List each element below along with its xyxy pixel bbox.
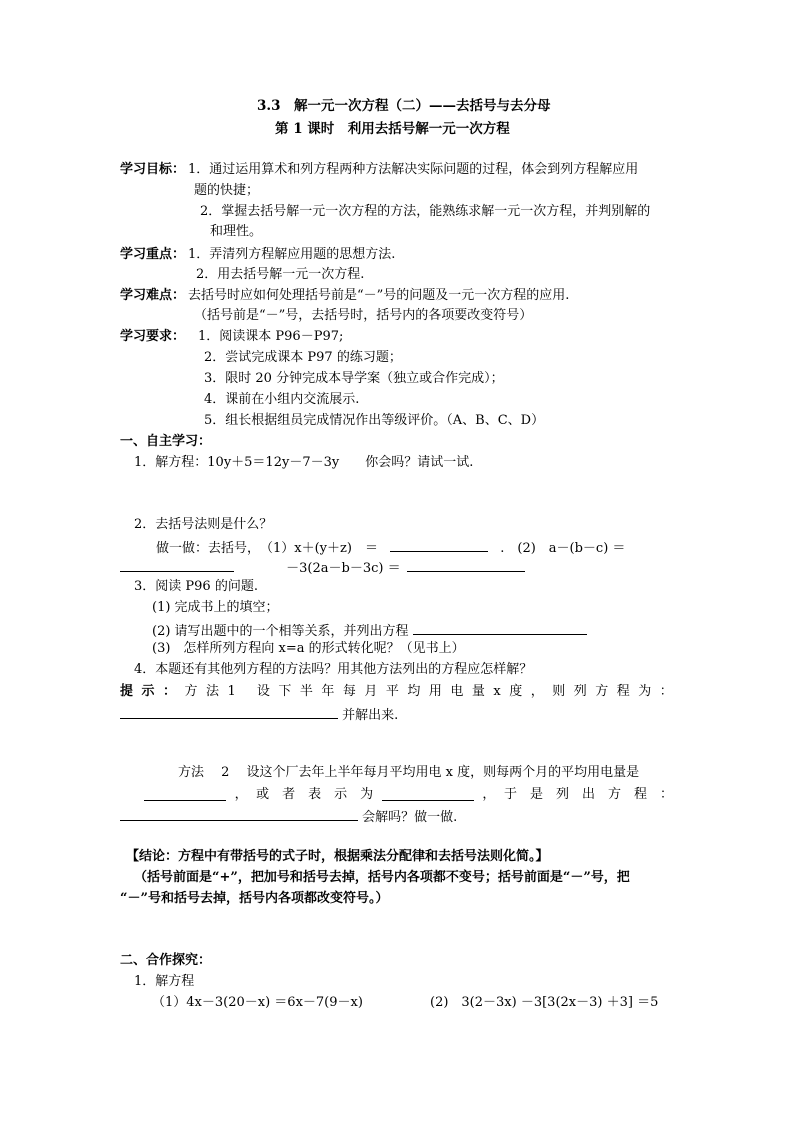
section2-question-1: 1．解方程 bbox=[134, 974, 195, 989]
method2-then: 于 是 列 出 方 程 ： bbox=[503, 787, 673, 802]
question-2a-prefix: 做一做：去括号， （1）x＋(y＋z) ＝ bbox=[156, 541, 378, 556]
hint-char bbox=[244, 683, 248, 701]
keys-line-2: 2．用去括号解一元一次方程. bbox=[196, 267, 365, 282]
goals-line-1: 1．通过运用算术和列方程两种方法解决实际问题的过程，体会到列方程解应用 bbox=[188, 162, 639, 177]
hint-char: 半 bbox=[299, 684, 313, 699]
requirement-item: 4．课前在小组内交流展示. bbox=[204, 392, 360, 407]
goals-label: 学习目标： bbox=[120, 162, 186, 177]
method2-comma: ， bbox=[482, 787, 496, 802]
method2-or: 或 者 表 示 为 bbox=[256, 787, 374, 802]
method2-line-3 bbox=[120, 806, 457, 827]
hint-char: 设 bbox=[256, 684, 270, 699]
section1-question-1: 1．解方程：10y＋5＝12y－7－3y 你会吗？请试一试. bbox=[134, 455, 474, 470]
section1-question-2b bbox=[120, 557, 525, 578]
document-subtitle: 第 1 课时 利用去括号解一元一次方程 bbox=[275, 121, 510, 137]
requirement-item: 2．尝试完成课本 P97 的练习题； bbox=[204, 350, 402, 365]
section1-question-2: 2．去括号法则是什么？ bbox=[134, 517, 273, 532]
document-title: 3.3 解一元一次方程（二）——去括号与去分母 bbox=[257, 98, 551, 114]
hint-char: 方 bbox=[184, 684, 198, 699]
difficult-label: 学习难点： bbox=[120, 288, 186, 303]
answer-blank[interactable] bbox=[390, 537, 488, 552]
section1-question-3-3: (3) 怎样所列方程向 x=a 的形式转化呢？（见书上） bbox=[152, 641, 465, 656]
answer-blank[interactable] bbox=[407, 557, 525, 572]
difficult-line-2: （括号前是“－”号，去括号时，括号内的各项要改变符号） bbox=[194, 308, 533, 323]
requirement-item: 1．阅读课本 P96－P97; bbox=[198, 329, 344, 344]
method2-line-2 bbox=[144, 786, 673, 804]
hint-char: 度 bbox=[509, 684, 523, 699]
keys-label: 学习重点： bbox=[120, 247, 186, 262]
hint-char: 列 bbox=[573, 684, 587, 699]
question-3-2-text: (2) 请写出题中的一个相等关系，并列出方程 bbox=[152, 624, 409, 639]
hint-char: 示 bbox=[141, 684, 155, 699]
hint-char: x bbox=[493, 684, 501, 699]
hint-char: 均 bbox=[407, 684, 421, 699]
section1-question-3-1: (1) 完成书上的填空； bbox=[152, 600, 279, 615]
answer-blank[interactable] bbox=[413, 620, 587, 635]
hint-line bbox=[120, 683, 673, 701]
answer-blank[interactable] bbox=[120, 557, 234, 572]
hint-char: ， bbox=[530, 684, 544, 699]
hint-char: 下 bbox=[278, 684, 292, 699]
requirement-item: 5．组长根据组员完成情况作出等级评价。（A、B、C、D） bbox=[204, 413, 545, 428]
hint-char: 为 bbox=[638, 684, 652, 699]
hint-char: 平 bbox=[385, 684, 399, 699]
method2-line-1: 方法 2 设这个厂去年上半年每月平均用电 x 度，则每两个月的平均用电量是 bbox=[178, 765, 640, 780]
hint-char: ： bbox=[163, 684, 177, 699]
hint-end: 并解出来. bbox=[342, 708, 399, 723]
answer-blank[interactable] bbox=[144, 786, 226, 801]
answer-blank[interactable] bbox=[382, 786, 474, 801]
hint-char: 电 bbox=[450, 684, 464, 699]
hint-char: 方 bbox=[595, 684, 609, 699]
keys-line-1: 1．弄清列方程解应用题的思想方法. bbox=[188, 247, 396, 262]
hint-char: ： bbox=[659, 684, 673, 699]
method2-comma: ， bbox=[234, 787, 248, 802]
section1-question-3: 3．阅读 P96 的问题. bbox=[134, 579, 258, 594]
section1-question-4: 4．本题还有其他列方程的方法吗？用其他方法列出的方程应怎样解？ bbox=[134, 662, 533, 677]
goals-line-2: 2．掌握去括号解一元一次方程的方法，能熟练求解一元一次方程，并判别解的 bbox=[200, 204, 651, 219]
hint-char: 1 bbox=[227, 684, 236, 699]
method2-end: 会解吗？做一做. bbox=[362, 810, 458, 825]
hint-char: 年 bbox=[321, 684, 335, 699]
equation-1: （1）4x－3(20－x) ＝6x－7(9－x) bbox=[152, 995, 363, 1010]
question-2b-prefix: －3(2a－b－3c) ＝ bbox=[286, 561, 401, 576]
hint-char: 法 bbox=[206, 684, 220, 699]
question-2a-middle: . (2) a－(b－c) ＝ bbox=[500, 541, 626, 556]
requirements-label: 学习要求： bbox=[120, 329, 186, 344]
answer-blank[interactable] bbox=[120, 806, 358, 821]
equation-2: (2) 3(2－3x) －3[3(2x－3) ＋3] ＝5 bbox=[430, 995, 659, 1010]
hint-char: 则 bbox=[552, 684, 566, 699]
difficult-line-1: 去括号时应如何处理括号前是“－”号的问题及一元一次方程的应用. bbox=[188, 288, 570, 303]
conclusion-line-1: 【结论：方程中有带括号的式子时，根据乘法分配律和去括号法则化简。】 bbox=[126, 849, 549, 864]
answer-blank[interactable] bbox=[120, 704, 338, 719]
section2-heading: 二、合作探究： bbox=[120, 953, 212, 968]
requirement-item: 3．限时 20 分钟完成本导学案（独立或合作完成）； bbox=[204, 371, 504, 386]
hint-char: 每 bbox=[342, 684, 356, 699]
section1-question-2a bbox=[156, 537, 625, 558]
hint-char: 量 bbox=[471, 684, 485, 699]
section1-question-3-2 bbox=[152, 620, 587, 641]
goals-line-2b: 和理性。 bbox=[210, 224, 263, 239]
conclusion-line-2: （括号前面是“+”，把加号和括号去掉，括号内各项都不变号；括号前面是“－”号，把 bbox=[134, 870, 630, 885]
hint-char: 月 bbox=[364, 684, 378, 699]
hint-char: 提 bbox=[120, 684, 134, 699]
goals-line-1b: 题的快捷； bbox=[194, 183, 260, 198]
hint-line-2 bbox=[120, 704, 398, 725]
section1-heading: 一、自主学习： bbox=[120, 434, 212, 449]
conclusion-line-3: “－”号和括号去掉，括号内各项都改变符号。） bbox=[120, 891, 389, 906]
hint-char: 用 bbox=[428, 684, 442, 699]
hint-char: 程 bbox=[616, 684, 630, 699]
